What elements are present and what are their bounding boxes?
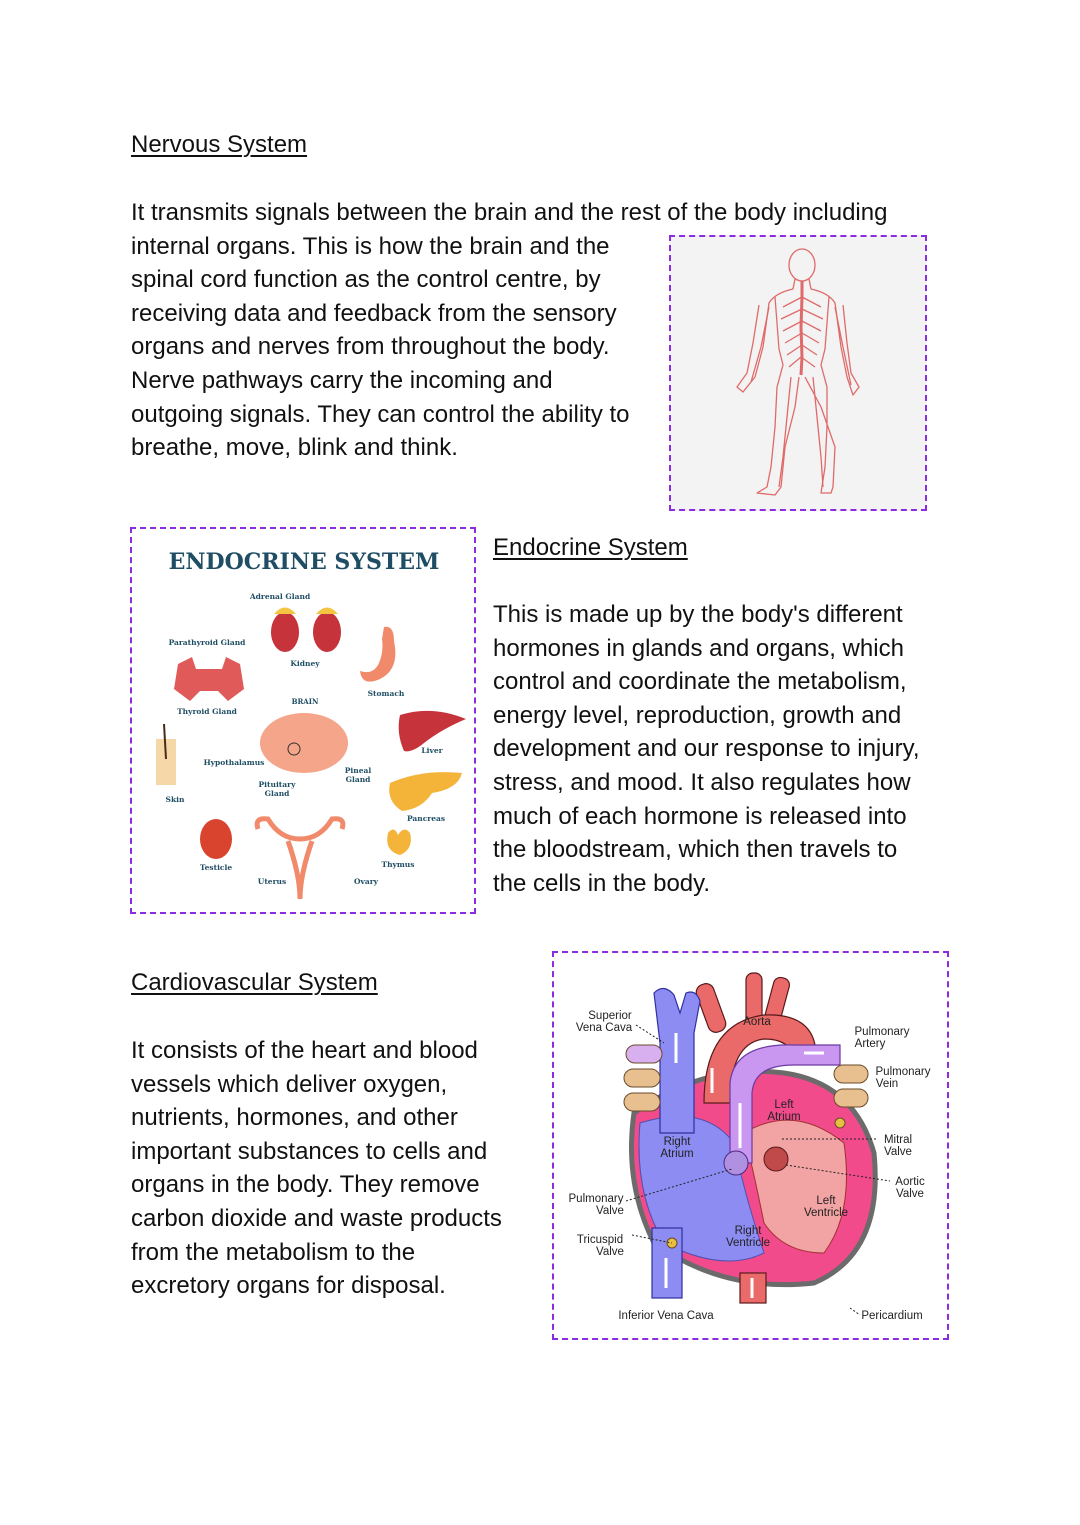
- endocrine-system-paragraph: [493, 598, 919, 900]
- endocrine-organs-illustration: [132, 529, 474, 912]
- text-line: carbon dioxide and waste products: [131, 1204, 502, 1232]
- label-kidney: Kidney: [290, 659, 320, 668]
- text-line: internal organs. This is how the brain and the: [131, 232, 610, 260]
- text-line: much of each hormone is released into: [493, 802, 907, 830]
- nervous-system-image: [669, 235, 927, 511]
- nervous-body-figure-icon: [671, 237, 925, 509]
- endocrine-system-image: [130, 527, 476, 914]
- label-hypothalamus: Hypothalamus: [203, 758, 265, 767]
- heart-anatomy-illustration: [554, 953, 947, 1338]
- label-mitral-valve-2: Valve: [884, 1146, 912, 1158]
- text-line: important substances to cells and: [131, 1137, 488, 1165]
- label-inferior-vena-cava: Inferior Vena Cava: [618, 1310, 714, 1322]
- label-liver: Liver: [421, 746, 443, 755]
- text-line: breathe, move, blink and think.: [131, 434, 458, 462]
- label-pancreas: Pancreas: [406, 814, 446, 823]
- stomach-icon: [360, 627, 395, 682]
- label-pineal-2: Gland: [345, 775, 371, 784]
- label-stomach: Stomach: [367, 689, 405, 698]
- label-testicle: Testicle: [199, 863, 233, 872]
- label-pulmonary-artery: Pulmonary: [854, 1026, 910, 1038]
- kidney-icon: [271, 608, 341, 653]
- label-right-atrium: Right: [663, 1136, 691, 1148]
- label-adrenal: Adrenal Gland: [249, 592, 311, 601]
- label-mitral-valve: Mitral: [883, 1134, 913, 1146]
- label-left-ventricle-2: Ventricle: [803, 1207, 849, 1219]
- label-right-ventricle: Right: [734, 1225, 762, 1237]
- label-pulmonary-vein-2: Vein: [875, 1078, 899, 1090]
- label-left-atrium-2: Atrium: [767, 1111, 801, 1123]
- label-thymus: Thymus: [381, 860, 415, 869]
- brain-icon: [260, 713, 348, 773]
- label-aortic-valve: Aortic: [895, 1176, 925, 1188]
- endocrine-image-title: ENDOCRINE SYSTEM: [168, 549, 440, 575]
- label-right-ventricle-2: Ventricle: [725, 1237, 771, 1249]
- thymus-icon: [387, 829, 411, 855]
- text-line: Nerve pathways carry the incoming and: [131, 366, 553, 394]
- text-line: development and our response to injury,: [493, 735, 920, 763]
- label-superior-vena-cava-2: Vena Cava: [575, 1022, 633, 1034]
- text-line: It consists of the heart and blood: [131, 1037, 478, 1064]
- nervous-system-heading: Nervous System: [131, 131, 308, 158]
- text-line: hormones in glands and organs, which: [493, 634, 904, 662]
- text-line: This is made up by the body's different: [493, 601, 903, 628]
- label-aortic-valve-2: Valve: [896, 1188, 924, 1200]
- cardiovascular-system-heading: Cardiovascular System: [131, 969, 378, 996]
- cardiovascular-system-paragraph: [131, 1034, 502, 1303]
- text-line: receiving data and feedback from the sensory: [131, 299, 617, 327]
- text-line: spinal cord function as the control centre, by: [131, 266, 601, 294]
- text-line: control and coordinate the metabolism,: [493, 668, 907, 696]
- thyroid-icon: [174, 657, 244, 701]
- label-pituitary-2: Gland: [264, 789, 290, 798]
- text-line: from the metabolism to the: [131, 1238, 416, 1266]
- label-pulmonary-valve: Pulmonary: [568, 1193, 624, 1205]
- label-pulmonary-valve-2: Valve: [596, 1205, 624, 1217]
- label-pulmonary-artery-2: Artery: [854, 1038, 886, 1050]
- testicle-icon: [200, 819, 232, 859]
- uterus-icon: [257, 819, 343, 899]
- label-pericardium: Pericardium: [861, 1310, 923, 1322]
- pancreas-icon: [389, 772, 462, 811]
- text-line: organs and nerves from throughout the body.: [131, 333, 610, 361]
- text-line: the bloodstream, which then travels to: [493, 836, 898, 864]
- label-pituitary: Pituitary: [258, 780, 296, 789]
- label-thyroid: Thyroid Gland: [177, 707, 237, 716]
- text-line: energy level, reproduction, growth and: [493, 701, 902, 729]
- label-right-atrium-2: Atrium: [660, 1148, 694, 1160]
- label-skin: Skin: [165, 795, 185, 804]
- label-superior-vena-cava: Superior: [588, 1010, 632, 1022]
- text-line: vessels which deliver oxygen,: [131, 1070, 448, 1098]
- label-tricuspid-valve-2: Valve: [596, 1246, 624, 1258]
- label-parathyroid: Parathyroid Gland: [168, 638, 246, 647]
- label-ovary: Ovary: [353, 877, 379, 886]
- label-pulmonary-vein: Pulmonary: [875, 1066, 931, 1078]
- label-tricuspid-valve: Tricuspid: [576, 1234, 624, 1246]
- label-pineal: Pineal: [344, 766, 372, 775]
- text-line: It transmits signals between the brain and the rest of the body including: [131, 199, 888, 226]
- endocrine-system-heading: Endocrine System: [493, 534, 688, 561]
- label-aorta: Aorta: [743, 1016, 771, 1028]
- label-uterus: Uterus: [257, 877, 287, 886]
- text-line: stress, and mood. It also regulates how: [493, 768, 911, 796]
- label-left-ventricle: Left: [816, 1195, 836, 1207]
- text-line: organs in the body. They remove: [131, 1171, 480, 1199]
- heart-diagram-image: [552, 951, 949, 1340]
- text-line: excretory organs for disposal.: [131, 1272, 446, 1300]
- label-left-atrium: Left: [774, 1099, 794, 1111]
- text-line: nutrients, hormones, and other: [131, 1104, 458, 1132]
- text-line: outgoing signals. They can control the ability to: [131, 400, 630, 428]
- label-brain: BRAIN: [291, 697, 319, 706]
- text-line: the cells in the body.: [493, 869, 711, 897]
